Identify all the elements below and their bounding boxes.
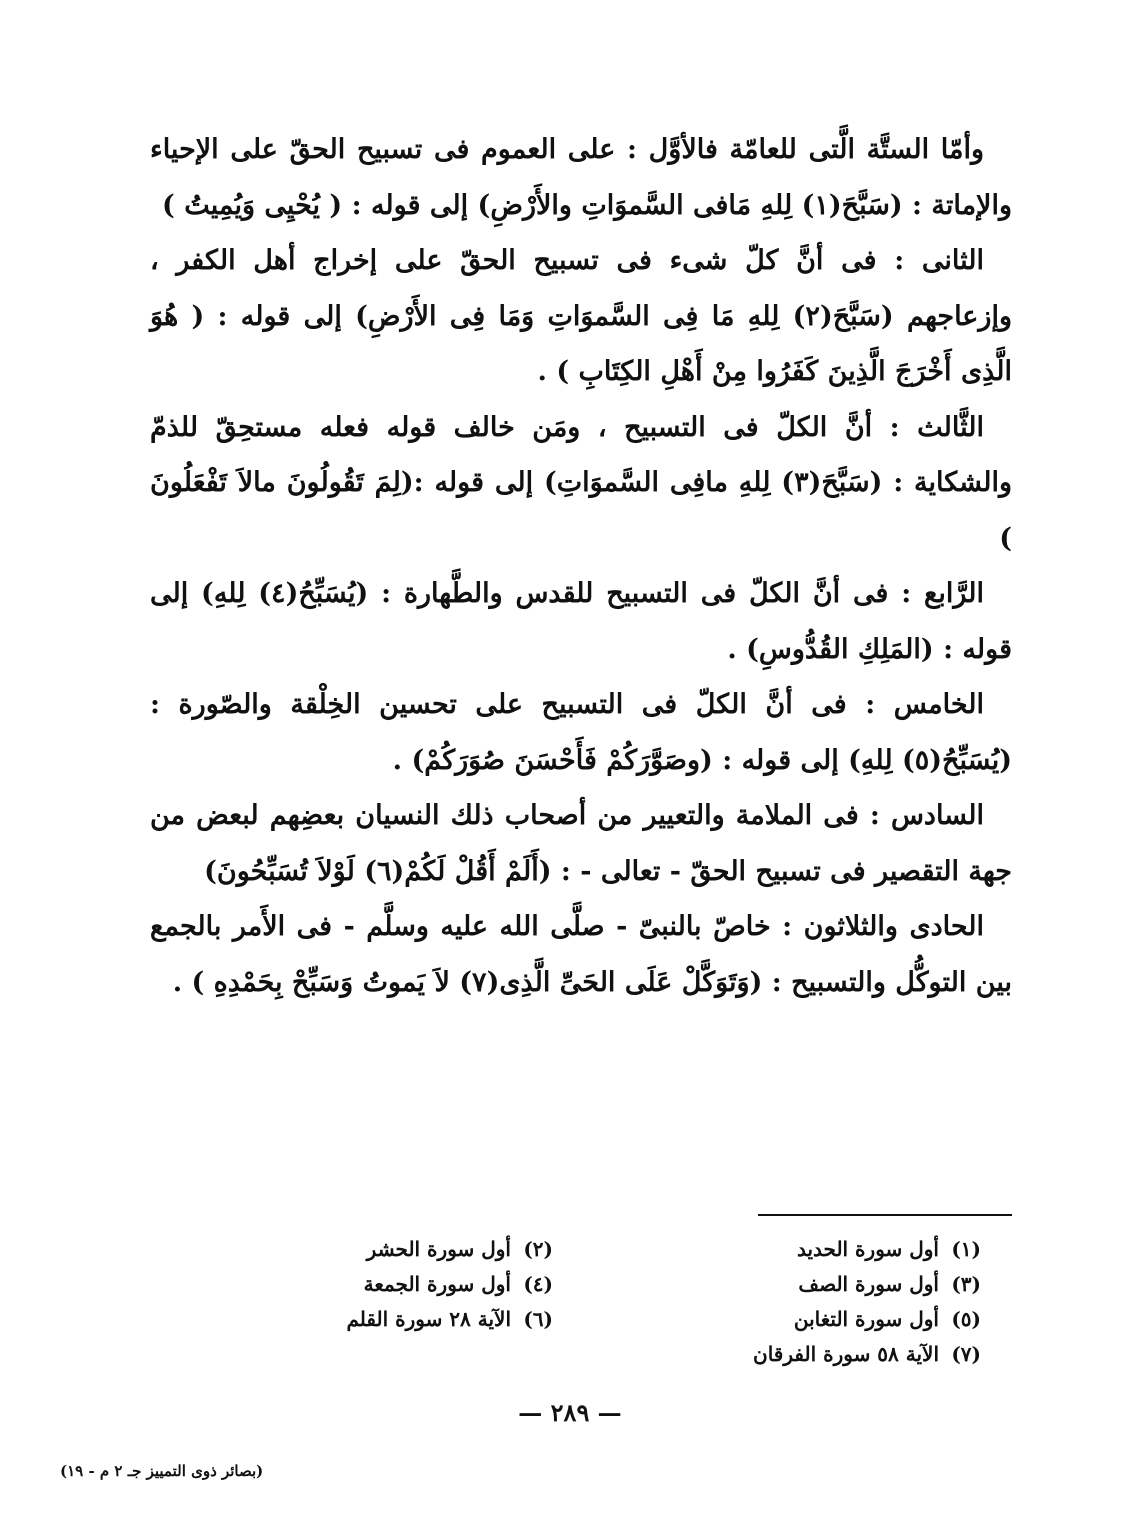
footnote-number: (٢)	[523, 1237, 553, 1261]
footnote-item	[253, 1232, 553, 1267]
footnote-number: (٥)	[951, 1307, 981, 1331]
source-line: (بصائر ذوى التمييز جـ ٢ م - ١٩)	[60, 1462, 264, 1480]
footnote-text: الآية ٥٨ سورة الفرقان	[753, 1342, 939, 1366]
footnote-item	[681, 1267, 981, 1302]
footnote-number: (٦)	[523, 1307, 553, 1331]
paragraph-fourth: الرَّابع : فى أنَّ الكلّ فى التسبيح للقدس والطَّهارة : (يُسَبِّحُ(٤) لِلهِ) إلى قوله : (المَلِكِ القُدُّوسِ) .	[150, 578, 1012, 665]
footnote-text: أول سورة التغابن	[793, 1307, 939, 1331]
paragraph-third: الثَّالث : أنَّ الكلّ فى التسبيح ، ومَن خالف قوله فعله مستحِقّ للذمّ والشكاية : (سَبَّحَ(٣) لِلهِ مافِى السَّموَاتِ) إلى قوله :(لِمَ تَقُولُونَ مالاَ تَفْعَلُونَ )	[150, 411, 1012, 554]
footnote-divider	[758, 1214, 1012, 1216]
paragraph-sixth: السادس : فى الملامة والتعيير من أصحاب ذلك النسيان بعضِهم لبعض من جهة التقصير فى تسبيح الحقّ - تعالى - : (أَلَمْ أَقُلْ لَكُمْ(٦) لَوْلاَ تُسَبِّحُونَ)	[150, 800, 1012, 887]
footnote-item	[253, 1302, 553, 1337]
footnotes-right-column	[681, 1232, 981, 1372]
footnote-text: أول سورة الجمعة	[363, 1272, 511, 1296]
paragraph-fifth: الخامس : فى أنَّ الكلّ فى التسبيح على تحسين الخِلْقة والصّورة : (يُسَبِّحُ(٥) لِلهِ) إلى قوله : (وصَوَّرَكُمْ فَأَحْسَنَ صُوَرَكُمْ) .	[150, 689, 1012, 776]
footnote-text: أول سورة الحشر	[366, 1237, 511, 1261]
paragraph-thirty-first: الحادى والثلاثون : خاصّ بالنبىّ - صلَّى الله عليه وسلَّم - فى الأَمر بالجمع بين التوكُّل والتسبيح : (وَتَوَكَّلْ عَلَى الحَىِّ الَّذِى(٧) لاَ يَموتُ وَسَبِّحْ بِحَمْدِهِ ) .	[150, 911, 1012, 998]
main-text	[150, 122, 1012, 1010]
footnote-text: أول سورة الصف	[798, 1272, 939, 1296]
footnote-item	[253, 1267, 553, 1302]
footnote-number: (٤)	[523, 1272, 553, 1296]
footnote-text: الآية ٢٨ سورة القلم	[346, 1307, 511, 1331]
footnote-item	[681, 1337, 981, 1372]
page-number: — ٢٨٩ —	[518, 1398, 622, 1427]
footnote-number: (٧)	[951, 1342, 981, 1366]
footnote-text: أول سورة الحديد	[796, 1237, 939, 1261]
footnote-number: (١)	[951, 1237, 981, 1261]
paragraph-second: الثانى : فى أنَّ كلّ شىء فى تسبيح الحقّ على إخراج أهل الكفر ، وإزعاجهم (سَبَّحَ(٢) لِلهِ مَا فِى السَّموَاتِ وَمَا فِى الأَرْضِ) إلى قوله : ( هُوَ الَّذِى أَخْرَجَ الَّذِينَ كَفَرُوا مِنْ أَهْلِ الكِتَابِ ) .	[150, 245, 1012, 387]
footnotes-left-column	[253, 1232, 553, 1337]
footnote-number: (٣)	[951, 1272, 981, 1296]
footnote-item	[681, 1232, 981, 1267]
footnote-item	[681, 1302, 981, 1337]
paragraph-first: وأمّا الستَّة الَّتى للعامّة فالأوَّل : على العموم فى تسبيح الحقّ على الإحياء والإماتة : (سَبَّحَ(١) لِلهِ مَافى السَّموَاتِ والأَرْضِ) إلى قوله : ( يُحْيِى وَيُمِيتُ )	[150, 134, 1012, 221]
